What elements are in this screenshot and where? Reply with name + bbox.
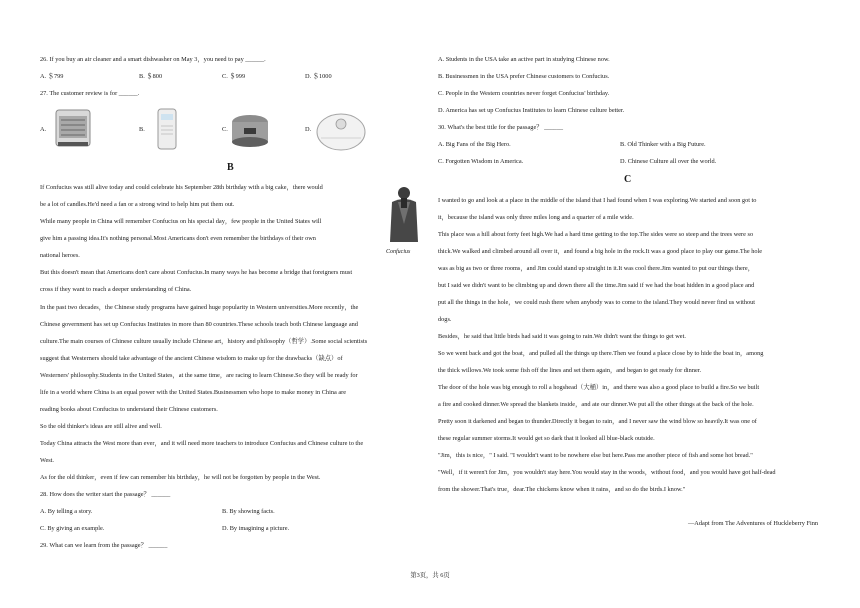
- passage-b-line: reading books about Confucius to understand their Chinese customers.: [40, 406, 218, 413]
- passage-b-line: national heroes.: [40, 252, 80, 259]
- q27-option-a: A.: [40, 126, 47, 133]
- passage-b-line: While many people in China will remember Confucius on his special day，few people in the United States will: [40, 218, 322, 225]
- q29-option-a: A. Students in the USA take an active part in studying Chinese now.: [438, 56, 610, 63]
- passage-c-line: the thick willows.We took some fish off the lines and set them again，and began to get ready for dinner.: [438, 367, 702, 374]
- passage-c-line: This place was a hill about forty feet high.We had a hard time getting to the top.The sides were so steep and the trees were so: [438, 231, 754, 238]
- q27-stem: 27. The customer review is for ______.: [40, 90, 140, 97]
- q30-stem: 30. What's the best title for the passage？ ______: [438, 124, 564, 131]
- q26-option-c: C. ＄999: [222, 73, 246, 80]
- q26-option-b: B. ＄800: [139, 73, 163, 80]
- q29-option-d: D. America has set up Confucius Institutes to learn Chinese culture better.: [438, 107, 625, 114]
- passage-c-line: it，because the island was only three miles long and a quarter of a mile wide.: [438, 214, 634, 221]
- q30-option-b: B. Old Thinker with a Big Future.: [620, 141, 706, 148]
- passage-c-line: was as big as two or three rooms，and Jim could stand up straight in it.It was cool there.Jim wanted to put our things there，: [438, 265, 755, 272]
- section-c-header: C: [624, 174, 632, 185]
- passage-c-line: dogs.: [438, 316, 452, 323]
- dishwasher-image: [50, 106, 96, 152]
- q30-option-c: C. Forgotten Wisdom in America.: [438, 158, 524, 165]
- passage-b-line: culture.The main courses of Chinese culture usually include Chinese art，history and philosophy（哲学）.Some social scientists: [40, 338, 368, 345]
- passage-b-line: life in a world where China is an equal power with the United States.Businessmen who hope to make money in China are: [40, 389, 347, 396]
- section-b-header: B: [227, 162, 234, 173]
- passage-b-line: Chinese government has set up Confucius Institutes in more than 80 countries.These schools teach both Chinese language and: [40, 321, 358, 328]
- passage-c-line: these regular summer storms.It would get so dark that it looked all blue-black outside.: [438, 435, 655, 442]
- passage-c-line: but I said we didn't want to be climbing up and down there all the time.Jim said if we had the boat hidden in a good place and: [438, 282, 755, 289]
- q26-option-d: D. ＄1000: [305, 73, 332, 80]
- robot-vacuum-image: [315, 108, 367, 154]
- page-footer: 第3页，共 6页: [410, 572, 450, 579]
- passage-c-line: The door of the hole was big enough to roll a hogshead（大桶）in，and there was also a good place to build a fire.So we built: [438, 384, 760, 391]
- passage-c-source: —Adapt from The Adventures of Huckleberry Finn: [688, 520, 818, 527]
- passage-c-line: "Jim，this is nice，" I said. "I wouldn't want to be nowhere else but here.Pass me another piece of fish and some hot bread.": [438, 452, 753, 459]
- q28-option-d: D. By imagining a picture.: [222, 525, 290, 532]
- q30-option-d: D. Chinese Culture all over the world.: [620, 158, 717, 165]
- q29-option-b: B. Businessmen in the USA prefer Chinese customers to Confucius.: [438, 73, 610, 80]
- passage-b-line: be a lot of candles.He'd need a fan or a strong wind to help him put them out.: [40, 201, 235, 208]
- passage-c-line: So we went back and got the boat，and pulled all the things up there.Then we found a place close by to hide the boat in，among: [438, 350, 764, 357]
- air-cleaner-image: [151, 106, 183, 152]
- rice-cooker-image: [228, 110, 272, 150]
- q28-option-a: A. By telling a story.: [40, 508, 93, 515]
- passage-c-line: Besides，he said that little birds had said it was going to rain.We didn't want the things to get wet.: [438, 333, 686, 340]
- passage-b-line: cross if they want to reach a deeper understanding of China.: [40, 286, 192, 293]
- q27-option-c: C.: [222, 126, 228, 133]
- passage-b-line: suggest that Westerners should take advantage of the ancient Chinese wisdom to make up for the drawbacks（缺点）of: [40, 355, 343, 362]
- q29-option-c: C. People in the Western countries never forget Confucius' birthday.: [438, 90, 610, 97]
- passage-c-line: a fire and cooked dinner.We spread the blankets inside，and ate our dinner.We put all the other things at the back of the hole.: [438, 401, 754, 408]
- passage-c-line: Pretty soon it darkened and began to thunder.Directly it began to rain，and I never saw the wind blow so heavily.It was one of: [438, 418, 757, 425]
- q28-stem: 28. How does the writer start the passage？ ______: [40, 491, 171, 498]
- passage-c-line: put all the things in the hole，we could rush there when anybody was to come to the island.They would never find us without: [438, 299, 756, 306]
- q29-stem: 29. What can we learn from the passage？ ______: [40, 542, 168, 549]
- q27-option-d: D.: [305, 126, 312, 133]
- q30-option-a: A. Big Fans of the Big Hero.: [438, 141, 511, 148]
- passage-b-line: Today China attracts the West more than ever，and it will need more teachers to introduce Confucius and Chinese culture to the: [40, 440, 364, 447]
- q28-option-b: B. By showing facts.: [222, 508, 275, 515]
- passage-b-line: Westerners' philosophy.Students in the United States，at the same time，are racing to learn Chinese.So they will be ready for: [40, 372, 358, 379]
- confucius-portrait-image: [384, 184, 424, 248]
- q27-option-b: B.: [139, 126, 145, 133]
- passage-c-line: "Well，if it weren't for Jim，you wouldn't stay here.You would stay in the woods，without food，and you would have got half-dead: [438, 469, 776, 476]
- passage-b-line: If Confucius was still alive today and could celebrate his September 28th birthday with a big cake，there would: [40, 184, 323, 191]
- passage-b-line: In the past two decades，the Chinese study programs have gained huge popularity in Western universities.More recently，the: [40, 304, 359, 311]
- confucius-caption: Confucius: [386, 249, 411, 255]
- q26-stem: 26. If you buy an air cleaner and a smart dishwasher on May 3，you need to pay ______.: [40, 56, 266, 63]
- passage-b-line: As for the old thinker，even if few can remember his birthday，he will not be forgotten by people in the West.: [40, 474, 321, 481]
- passage-c-line: from the shower.That's true，dear.The chickens know when it rains，and so do the birds.I know.": [438, 486, 686, 493]
- passage-c-line: thick.We walked and climbed around all over it，and found a big hole in the rock.It was a good place to play our game.The hole: [438, 248, 763, 255]
- passage-b-line: So the old thinker's ideas are still alive and well.: [40, 423, 162, 430]
- passage-b-line: give him a passing idea.It's nothing personal.Most Americans don't even remember the birthdays of their own: [40, 235, 316, 242]
- passage-b-line: West.: [40, 457, 55, 464]
- q28-option-c: C. By giving an example.: [40, 525, 105, 532]
- passage-b-line: But this doesn't mean that Americans don't care about Confucius.In many ways he has become a bridge that foreigners must: [40, 269, 353, 276]
- q26-option-a: A. ＄799: [40, 73, 64, 80]
- passage-c-line: I wanted to go and look at a place in the middle of the island that I had found when I was exploring.We started and soon got to: [438, 197, 757, 204]
